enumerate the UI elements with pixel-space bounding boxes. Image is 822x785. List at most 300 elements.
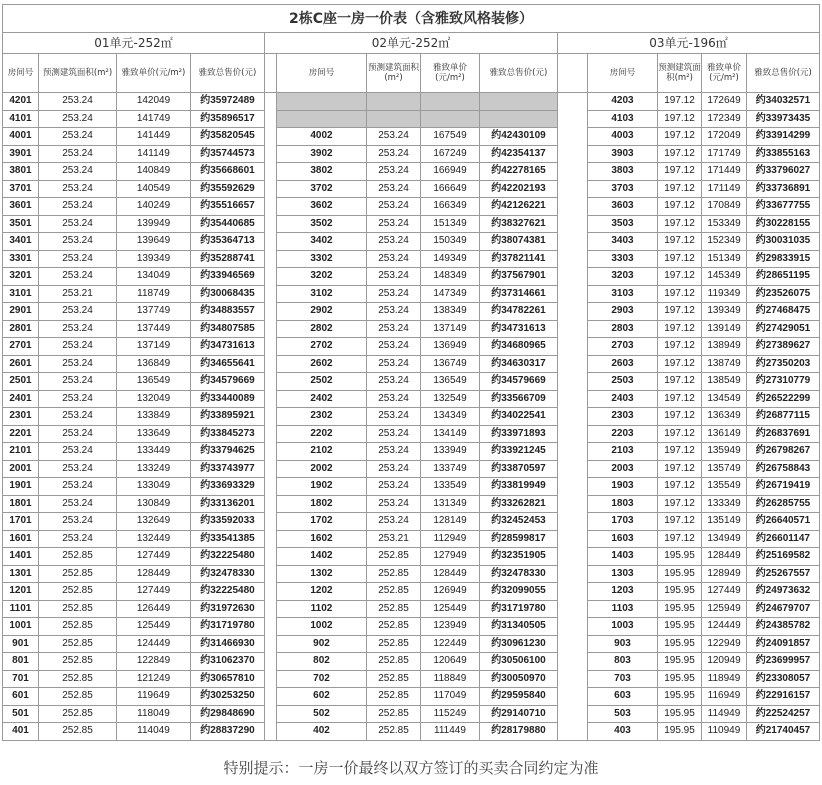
u2-area: 253.24 [367, 513, 421, 531]
u3-room-number: 1103 [588, 600, 658, 618]
u3-unit-price: 133349 [702, 495, 747, 513]
u1-total-price: 约35896517 [191, 110, 265, 128]
u3-area: 197.12 [658, 110, 702, 128]
u3-unit-price: 172649 [702, 93, 747, 111]
u1-room-number: 2801 [3, 320, 39, 338]
u3-room-number: 3803 [588, 163, 658, 181]
u1-unit-price: 139349 [117, 250, 191, 268]
u1-area: 253.24 [39, 443, 117, 461]
u1-area: 252.85 [39, 583, 117, 601]
u2-unit-price: 166949 [421, 163, 480, 181]
u1-area: 253.24 [39, 268, 117, 286]
u3-area: 197.12 [658, 355, 702, 373]
u1-room-number: 701 [3, 670, 39, 688]
u3-area: 195.95 [658, 583, 702, 601]
u2-area: 253.24 [367, 443, 421, 461]
u2-unit-price: 134149 [421, 425, 480, 443]
u1-area: 252.85 [39, 705, 117, 723]
u2-area: 253.24 [367, 198, 421, 216]
u2-area: 253.24 [367, 233, 421, 251]
u3-room-number: 3103 [588, 285, 658, 303]
u3-unit-price: 127449 [702, 583, 747, 601]
u3-area: 197.12 [658, 495, 702, 513]
gap-cell [558, 268, 588, 286]
u1-total-price: 约34807585 [191, 320, 265, 338]
u1-unit-price: 139949 [117, 215, 191, 233]
u1-room-number: 901 [3, 635, 39, 653]
u3-area: 197.12 [658, 425, 702, 443]
u3-total-price: 约27310779 [747, 373, 820, 391]
u2-total-price: 约42126221 [480, 198, 558, 216]
table-row [3, 618, 820, 636]
u3-room-number: 2703 [588, 338, 658, 356]
u3-total-price: 约24385782 [747, 618, 820, 636]
gap-cell [265, 723, 277, 741]
u1-area: 253.24 [39, 425, 117, 443]
u3-area: 197.12 [658, 320, 702, 338]
u1-col-room: 房间号 [3, 54, 39, 93]
gap-cell [265, 478, 277, 496]
u1-area: 253.24 [39, 110, 117, 128]
u3-unit-price: 139349 [702, 303, 747, 321]
u2-total-price: 约37821141 [480, 250, 558, 268]
gap-cell [558, 408, 588, 426]
u2-unit-price: 137149 [421, 320, 480, 338]
u1-total-price: 约30657810 [191, 670, 265, 688]
u3-unit-price: 134949 [702, 530, 747, 548]
u3-unit-price: 138749 [702, 355, 747, 373]
u2-area: 253.21 [367, 530, 421, 548]
u2-area: 253.24 [367, 180, 421, 198]
u1-unit-price: 132049 [117, 390, 191, 408]
u1-area: 252.85 [39, 600, 117, 618]
gap-cell [265, 635, 277, 653]
gap-cell [558, 565, 588, 583]
u2-col-total: 雅致总售价(元) [480, 54, 558, 93]
u2-room-number: 3302 [277, 250, 367, 268]
u2-total-price: 约33921245 [480, 443, 558, 461]
u2-total-price: 约38327621 [480, 215, 558, 233]
u2-unit-price: 128449 [421, 565, 480, 583]
table-row [3, 513, 820, 531]
gap-cell [558, 600, 588, 618]
u1-room-number: 1201 [3, 583, 39, 601]
u3-area: 197.12 [658, 145, 702, 163]
u2-unit-price: 112949 [421, 530, 480, 548]
u3-unit-price: 135149 [702, 513, 747, 531]
gap-cell [265, 93, 277, 111]
u2-unit-price: 122449 [421, 635, 480, 653]
table-row [3, 600, 820, 618]
gap-cell [558, 250, 588, 268]
u2-total-price: 约33971893 [480, 425, 558, 443]
gap-cell [265, 583, 277, 601]
u1-room-number: 2001 [3, 460, 39, 478]
u2-room-number: 702 [277, 670, 367, 688]
u2-area: 253.24 [367, 145, 421, 163]
u3-total-price: 约24679707 [747, 600, 820, 618]
u3-room-number: 2303 [588, 408, 658, 426]
u2-room-number: 2502 [277, 373, 367, 391]
u2-total-price: 约30506100 [480, 653, 558, 671]
u2-room-number: 3502 [277, 215, 367, 233]
u3-room-number: 2903 [588, 303, 658, 321]
gap-cell [558, 338, 588, 356]
u1-area: 252.85 [39, 653, 117, 671]
u1-area: 253.24 [39, 530, 117, 548]
u1-area: 253.24 [39, 198, 117, 216]
u1-unit-price: 133449 [117, 443, 191, 461]
u2-unit-price: 118849 [421, 670, 480, 688]
u2-area: 252.85 [367, 688, 421, 706]
table-row [3, 320, 820, 338]
u2-area: 253.24 [367, 495, 421, 513]
u3-total-price: 约26837691 [747, 425, 820, 443]
u2-total-price: 约29595840 [480, 688, 558, 706]
u2-unit-price: 167549 [421, 128, 480, 146]
u2-unit-price: 166649 [421, 180, 480, 198]
u3-unit-price: 136349 [702, 408, 747, 426]
u1-room-number: 1401 [3, 548, 39, 566]
u1-unit-price: 133049 [117, 478, 191, 496]
u1-room-number: 2901 [3, 303, 39, 321]
u2-area: 253.24 [367, 355, 421, 373]
u1-total-price: 约34883557 [191, 303, 265, 321]
u3-area: 197.12 [658, 198, 702, 216]
u2-area: 252.85 [367, 723, 421, 741]
table-row [3, 723, 820, 741]
gap-cell [558, 128, 588, 146]
u1-unit-price: 121249 [117, 670, 191, 688]
u3-room-number: 1003 [588, 618, 658, 636]
u1-room-number: 1901 [3, 478, 39, 496]
u3-area: 197.12 [658, 128, 702, 146]
u3-room-number: 1603 [588, 530, 658, 548]
u2-unit-price: 167249 [421, 145, 480, 163]
gap-cell [265, 110, 277, 128]
u3-room-number: 703 [588, 670, 658, 688]
u1-room-number: 3501 [3, 215, 39, 233]
u2-room-number: 902 [277, 635, 367, 653]
u3-room-number: 3603 [588, 198, 658, 216]
u3-unit-price: 171149 [702, 180, 747, 198]
u2-room-number [277, 93, 367, 111]
u2-room-number: 2802 [277, 320, 367, 338]
u2-room-number: 1102 [277, 600, 367, 618]
u2-room-number: 1402 [277, 548, 367, 566]
u1-total-price: 约35668601 [191, 163, 265, 181]
table-row [3, 250, 820, 268]
u2-unit-price: 123949 [421, 618, 480, 636]
u1-total-price: 约33794625 [191, 443, 265, 461]
u3-unit-price: 138549 [702, 373, 747, 391]
u3-room-number: 3403 [588, 233, 658, 251]
u2-total-price: 约42202193 [480, 180, 558, 198]
table-row [3, 163, 820, 181]
u3-area: 197.12 [658, 93, 702, 111]
u3-area: 195.95 [658, 723, 702, 741]
gap-cell [265, 425, 277, 443]
u1-col-unit-price: 雅致单价(元/m²) [117, 54, 191, 93]
u2-total-price: 约34022541 [480, 408, 558, 426]
u2-room-number: 2302 [277, 408, 367, 426]
gap-cell [558, 618, 588, 636]
u2-unit-price: 117049 [421, 688, 480, 706]
gap-cell [558, 670, 588, 688]
u2-room-number: 2202 [277, 425, 367, 443]
gap-cell [558, 145, 588, 163]
u2-room-number: 1802 [277, 495, 367, 513]
table-row [3, 705, 820, 723]
u2-total-price: 约28599817 [480, 530, 558, 548]
u2-total-price: 约30961230 [480, 635, 558, 653]
gap-cell [265, 600, 277, 618]
gap-cell [265, 408, 277, 426]
u2-unit-price: 115249 [421, 705, 480, 723]
u2-room-number: 1002 [277, 618, 367, 636]
u3-unit-price: 170849 [702, 198, 747, 216]
gap-cell [265, 128, 277, 146]
gap-cell [265, 163, 277, 181]
u3-total-price: 约34032571 [747, 93, 820, 111]
table-row [3, 635, 820, 653]
u1-area: 252.85 [39, 565, 117, 583]
u1-total-price: 约34731613 [191, 338, 265, 356]
u2-room-number: 2902 [277, 303, 367, 321]
u1-room-number: 4101 [3, 110, 39, 128]
u1-total-price: 约31719780 [191, 618, 265, 636]
u2-room-number: 1302 [277, 565, 367, 583]
u3-total-price: 约23526075 [747, 285, 820, 303]
u3-total-price: 约26798267 [747, 443, 820, 461]
u1-unit-price: 118749 [117, 285, 191, 303]
u3-unit-price: 138949 [702, 338, 747, 356]
u2-unit-price: 125449 [421, 600, 480, 618]
u3-area: 195.95 [658, 705, 702, 723]
u1-total-price: 约32225480 [191, 583, 265, 601]
u1-total-price: 约35288741 [191, 250, 265, 268]
u3-unit-price: 135749 [702, 460, 747, 478]
gap-cell [558, 373, 588, 391]
u1-area: 252.85 [39, 635, 117, 653]
u2-unit-price: 148349 [421, 268, 480, 286]
gap-cell [558, 198, 588, 216]
u3-room-number: 4103 [588, 110, 658, 128]
u3-col-area: 预测建筑面积(m²) [658, 54, 702, 93]
u1-total-price: 约34579669 [191, 373, 265, 391]
u1-unit-price: 140549 [117, 180, 191, 198]
u1-room-number: 2601 [3, 355, 39, 373]
u1-area: 253.24 [39, 320, 117, 338]
u2-unit-price: 133749 [421, 460, 480, 478]
u3-unit-price: 114949 [702, 705, 747, 723]
u2-area: 252.85 [367, 583, 421, 601]
u1-room-number: 3701 [3, 180, 39, 198]
u3-unit-price: 128949 [702, 565, 747, 583]
u3-room-number: 2103 [588, 443, 658, 461]
u2-unit-price: 166349 [421, 198, 480, 216]
table-row [3, 425, 820, 443]
u3-col-total: 雅致总售价(元) [747, 54, 820, 93]
u2-room-number: 502 [277, 705, 367, 723]
gap-cell [558, 653, 588, 671]
u1-total-price: 约35516657 [191, 198, 265, 216]
u3-area: 195.95 [658, 600, 702, 618]
u3-total-price: 约28651195 [747, 268, 820, 286]
table-row [3, 565, 820, 583]
table-row [3, 583, 820, 601]
gap-cell [558, 180, 588, 198]
u3-room-number: 1803 [588, 495, 658, 513]
gap-cell [558, 215, 588, 233]
u1-area: 252.85 [39, 548, 117, 566]
unit-01-header: 01单元-252㎡ [3, 33, 265, 54]
u3-room-number: 2403 [588, 390, 658, 408]
u3-unit-price: 116949 [702, 688, 747, 706]
u1-total-price: 约31062370 [191, 653, 265, 671]
u2-area: 253.24 [367, 250, 421, 268]
gap-cell [558, 320, 588, 338]
gap-cell [265, 250, 277, 268]
table-row [3, 373, 820, 391]
u3-total-price: 约33796027 [747, 163, 820, 181]
u2-total-price: 约42278165 [480, 163, 558, 181]
u3-total-price: 约26640571 [747, 513, 820, 531]
u3-area: 197.12 [658, 443, 702, 461]
u3-area: 195.95 [658, 635, 702, 653]
u3-total-price: 约27350203 [747, 355, 820, 373]
u3-total-price: 约33914299 [747, 128, 820, 146]
u3-total-price: 约26601147 [747, 530, 820, 548]
u2-area: 253.24 [367, 320, 421, 338]
u2-total-price: 约38074381 [480, 233, 558, 251]
u1-area: 252.85 [39, 670, 117, 688]
u1-area: 253.24 [39, 163, 117, 181]
u2-area: 253.24 [367, 128, 421, 146]
u2-area: 252.85 [367, 548, 421, 566]
u3-area: 195.95 [658, 548, 702, 566]
table-row [3, 653, 820, 671]
u2-unit-price: 133549 [421, 478, 480, 496]
u3-total-price: 约24091857 [747, 635, 820, 653]
u2-total-price: 约31719780 [480, 600, 558, 618]
u2-room-number: 3602 [277, 198, 367, 216]
u2-area: 253.24 [367, 163, 421, 181]
u2-unit-price [421, 110, 480, 128]
table-row [3, 198, 820, 216]
gap-cell [265, 495, 277, 513]
u1-total-price: 约33743977 [191, 460, 265, 478]
u2-total-price: 约37314661 [480, 285, 558, 303]
u1-room-number: 801 [3, 653, 39, 671]
gap-cell [265, 390, 277, 408]
u1-unit-price: 136849 [117, 355, 191, 373]
u2-room-number: 2402 [277, 390, 367, 408]
gap-cell [265, 443, 277, 461]
u1-area: 253.24 [39, 495, 117, 513]
u2-room-number: 2702 [277, 338, 367, 356]
u3-total-price: 约26758843 [747, 460, 820, 478]
u2-total-price: 约34579669 [480, 373, 558, 391]
u1-area: 253.24 [39, 460, 117, 478]
u2-unit-price: 133949 [421, 443, 480, 461]
u3-area: 195.95 [658, 618, 702, 636]
u2-room-number: 4002 [277, 128, 367, 146]
u2-room-number [277, 110, 367, 128]
gap-cell [265, 338, 277, 356]
u2-unit-price: 126949 [421, 583, 480, 601]
u2-area: 253.24 [367, 390, 421, 408]
u1-area: 253.24 [39, 250, 117, 268]
u1-unit-price: 127449 [117, 548, 191, 566]
u3-room-number: 4003 [588, 128, 658, 146]
u2-total-price: 约33566709 [480, 390, 558, 408]
u3-col-unit-price: 雅致单价(元/m²) [702, 54, 747, 93]
u3-room-number: 3503 [588, 215, 658, 233]
table-row [3, 110, 820, 128]
u2-room-number: 3702 [277, 180, 367, 198]
u2-unit-price: 149349 [421, 250, 480, 268]
u2-room-number: 602 [277, 688, 367, 706]
gap-cell [558, 530, 588, 548]
u2-area: 253.24 [367, 460, 421, 478]
u3-unit-price: 118949 [702, 670, 747, 688]
u1-room-number: 3201 [3, 268, 39, 286]
u2-total-price: 约32351905 [480, 548, 558, 566]
u2-total-price: 约32478330 [480, 565, 558, 583]
u2-total-price [480, 110, 558, 128]
u3-room-number: 3703 [588, 180, 658, 198]
gap-cell [265, 460, 277, 478]
u1-total-price: 约35744573 [191, 145, 265, 163]
u1-area: 253.24 [39, 233, 117, 251]
u1-area: 253.24 [39, 215, 117, 233]
u3-unit-price: 172349 [702, 110, 747, 128]
u3-unit-price: 110949 [702, 723, 747, 741]
u3-room-number: 4203 [588, 93, 658, 111]
u3-room-number: 2603 [588, 355, 658, 373]
u2-area: 252.85 [367, 635, 421, 653]
u1-room-number: 3401 [3, 233, 39, 251]
u1-room-number: 1001 [3, 618, 39, 636]
u2-total-price: 约34630317 [480, 355, 558, 373]
u3-total-price: 约25267557 [747, 565, 820, 583]
gap-cell [265, 233, 277, 251]
u1-area: 253.24 [39, 390, 117, 408]
u2-total-price: 约33870597 [480, 460, 558, 478]
u2-room-number: 802 [277, 653, 367, 671]
u1-total-price: 约35592629 [191, 180, 265, 198]
u1-unit-price: 140849 [117, 163, 191, 181]
u1-total-price: 约30253250 [191, 688, 265, 706]
u3-room-number: 2003 [588, 460, 658, 478]
table-row [3, 285, 820, 303]
u1-room-number: 1101 [3, 600, 39, 618]
unit-03-header: 03单元-196㎡ [558, 33, 820, 54]
gap-cell [558, 390, 588, 408]
u2-unit-price: 131349 [421, 495, 480, 513]
u2-total-price: 约34782261 [480, 303, 558, 321]
u1-total-price: 约35364713 [191, 233, 265, 251]
table-row [3, 443, 820, 461]
u3-area: 197.12 [658, 513, 702, 531]
gap-cell [558, 163, 588, 181]
table-row [3, 460, 820, 478]
u3-area: 197.12 [658, 478, 702, 496]
u2-total-price: 约30050970 [480, 670, 558, 688]
gap-cell [265, 688, 277, 706]
u2-area: 252.85 [367, 618, 421, 636]
